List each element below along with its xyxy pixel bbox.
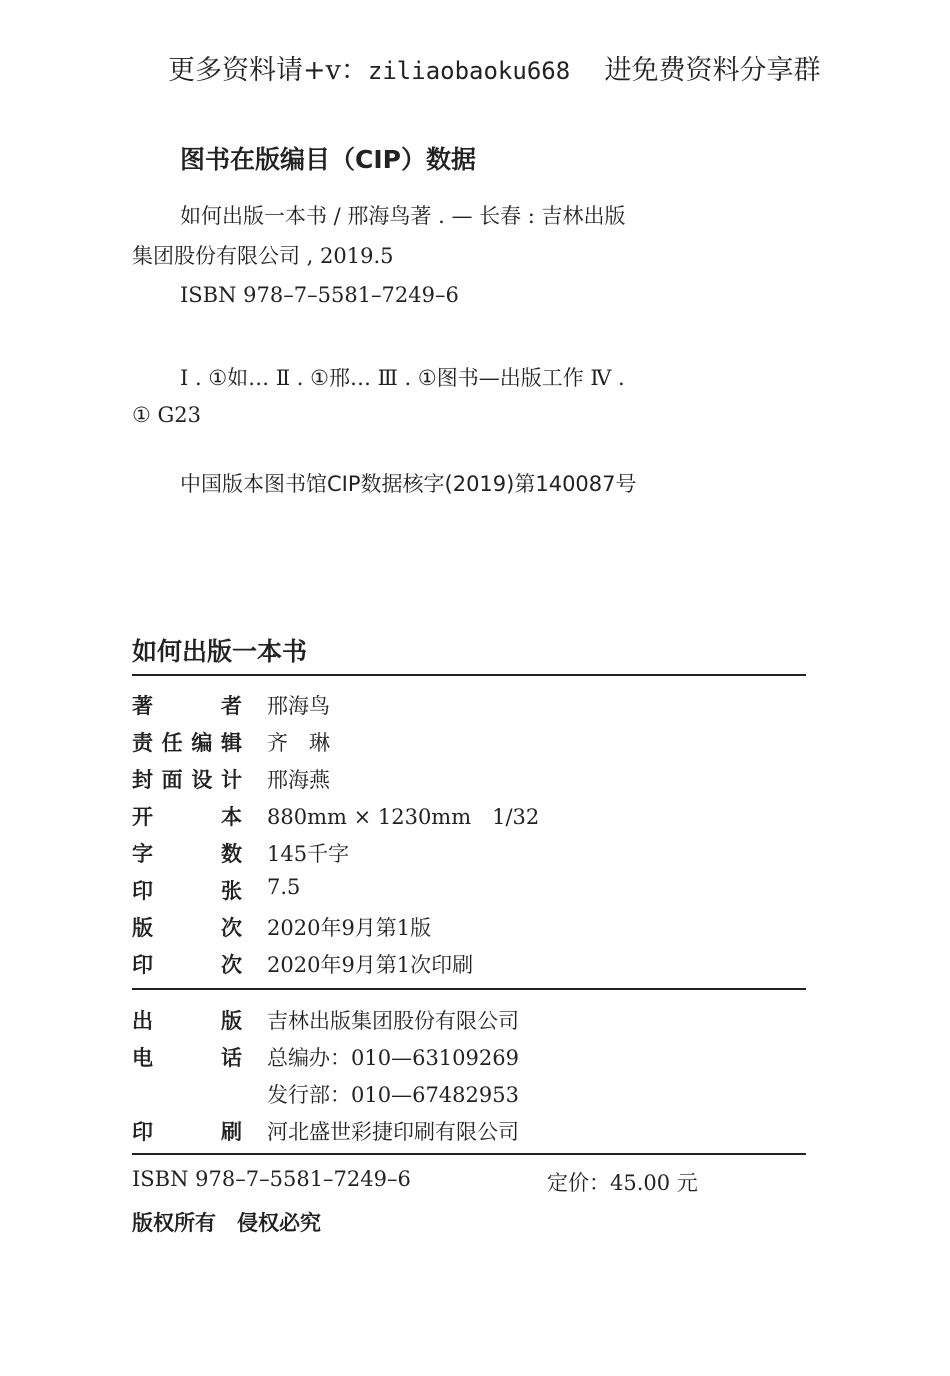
details-rule <box>132 988 806 990</box>
value-cover-design: 邢海燕 <box>267 768 330 792</box>
footer-isbn: ISBN 978–7–5581–7249–6 <box>132 1167 411 1191</box>
label-printer: 印 刷 <box>132 1120 242 1144</box>
value-printing: 2020年9月第1次印刷 <box>267 953 474 977</box>
cip-class-line-1: Ⅰ . ①如… Ⅱ . ①邢… Ⅲ . ①图书—出版工作 Ⅳ . <box>180 366 625 390</box>
title-rule <box>132 674 806 676</box>
label-phone: 电 话 <box>132 1046 242 1070</box>
value-phone-sales: 发行部：010—67482953 <box>267 1083 519 1107</box>
value-author: 邢海鸟 <box>267 694 330 718</box>
cip-heading: 图书在版编目（CIP）数据 <box>180 145 476 174</box>
publisher-rule <box>132 1153 806 1155</box>
value-format: 880mm × 1230mm 1/32 <box>267 805 540 829</box>
promo-banner <box>168 48 821 87</box>
label-cover-design: 封 面 设 计 <box>132 768 242 792</box>
label-printing: 印 次 <box>132 953 242 977</box>
banner-suffix: 进免费资料分享群 <box>604 55 821 86</box>
label-word-count: 字 数 <box>132 842 242 866</box>
banner-prefix: 更多资料请+v： <box>168 55 368 86</box>
label-editor: 责 任 编 辑 <box>132 731 242 755</box>
cip-record-number: 中国版本图书馆CIP数据核字(2019)第140087号 <box>180 472 637 496</box>
label-format: 开 本 <box>132 805 242 829</box>
label-author: 著 者 <box>132 694 242 718</box>
cip-line-1: 如何出版一本书 / 邢海鸟著 . — 长春 : 吉林出版 <box>180 204 626 228</box>
label-edition: 版 次 <box>132 916 242 940</box>
banner-wechat-id: ziliaobaoku668 <box>367 57 571 85</box>
copyright-notice: 版权所有 侵权必究 <box>132 1211 321 1235</box>
value-phone-office: 总编办：010—63109269 <box>267 1046 519 1070</box>
footer-price: 定价：45.00 元 <box>547 1171 698 1195</box>
cip-line-2: 集团股份有限公司 , 2019.5 <box>132 244 394 268</box>
label-publisher: 出 版 <box>132 1009 242 1033</box>
value-print-sheets: 7.5 <box>267 875 301 899</box>
book-title: 如何出版一本书 <box>132 637 308 666</box>
value-edition: 2020年9月第1版 <box>267 916 432 940</box>
value-publisher: 吉林出版集团股份有限公司 <box>267 1009 519 1033</box>
cip-class-line-2: ① G23 <box>132 403 201 427</box>
value-word-count: 145千字 <box>267 842 350 866</box>
label-print-sheets: 印 张 <box>132 879 242 903</box>
value-printer: 河北盛世彩捷印刷有限公司 <box>267 1120 519 1144</box>
value-editor: 齐 琳 <box>267 731 330 755</box>
cip-isbn: ISBN 978–7–5581–7249–6 <box>180 283 459 307</box>
